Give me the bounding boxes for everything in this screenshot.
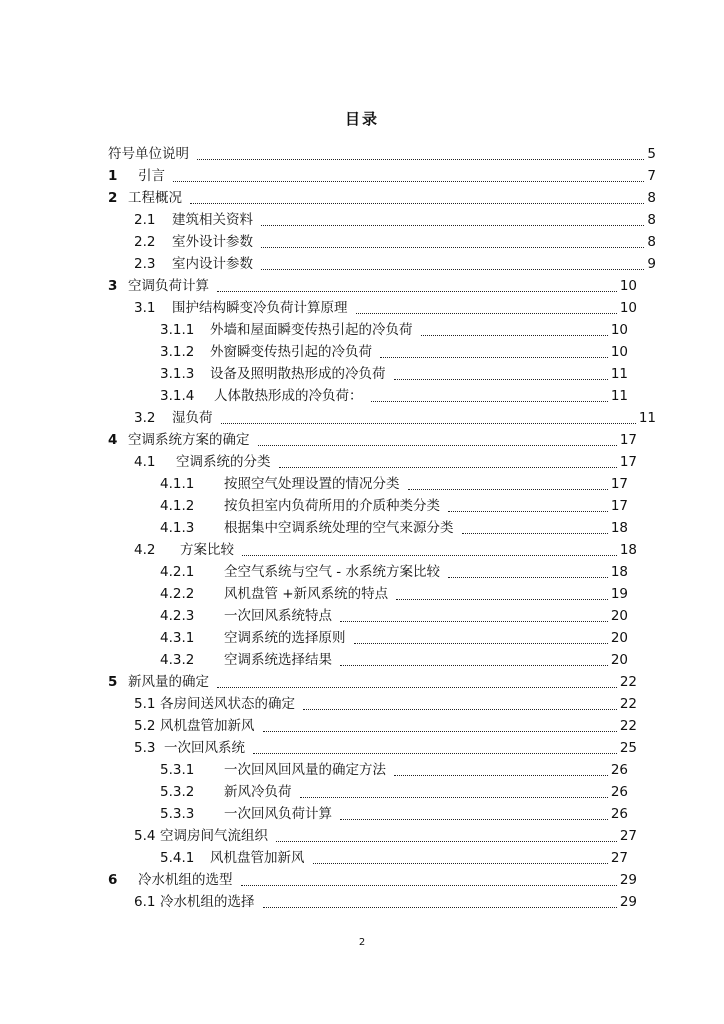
toc-entry[interactable] [134,230,656,250]
toc-entry-page: 11 [638,410,656,426]
toc-entry-page: 18 [610,564,628,580]
toc-entry-number: 5.2 [134,718,156,734]
toc-entry-page: 10 [610,322,628,338]
toc-entry-title: 一次回风回风量的确定方法 [224,762,386,778]
toc-entry[interactable] [134,208,656,228]
toc-entry[interactable] [134,890,637,910]
toc-entry-number: 5.3 [134,740,156,756]
dot-leader [340,611,608,622]
toc-entry-title: 冷水机组的选型 [138,872,233,888]
toc-entry[interactable] [160,758,628,778]
toc-entry[interactable] [108,164,656,184]
toc-entry-title: 空调系统的选择原则 [224,630,346,646]
toc-entry-title: 湿负荷 [172,410,213,426]
dot-leader [241,875,617,886]
page-title: 目录 [344,110,379,128]
toc-entry-number: 4.1.1 [160,476,195,492]
dot-leader [340,809,608,820]
dot-leader [408,479,608,490]
toc-entry-number: 4.3.2 [160,652,195,668]
toc-entry-page: 25 [619,740,637,756]
toc-entry-title: 符号单位说明 [108,146,189,162]
toc-entry-page: 29 [619,894,637,910]
toc-entry-title: 围护结构瞬变冷负荷计算原理 [172,300,348,316]
toc-entry-title: 根据集中空调系统处理的空气来源分类 [224,520,454,536]
toc-entry[interactable] [160,384,628,404]
toc-entry-title: 工程概况 [128,190,182,206]
toc-entry-number: 2.3 [134,256,156,272]
toc-entry-page: 8 [647,212,656,228]
dot-leader [197,149,644,160]
page-number: 2 [358,937,366,948]
toc-entry-title: 各房间送风状态的确定 [160,696,295,712]
toc-entry-page: 18 [610,520,628,536]
toc-entry[interactable] [134,252,656,272]
dot-leader [340,655,608,666]
toc-entry-page: 20 [610,630,628,646]
toc-entry[interactable] [160,582,628,602]
toc-entry-number: 5.3.1 [160,762,195,778]
toc-entry-number: 5.4.1 [160,850,195,866]
toc-entry[interactable] [134,824,637,844]
toc-entry-title: 引言 [138,168,165,184]
toc-entry-page: 20 [610,652,628,668]
toc-entry[interactable] [108,670,637,690]
dot-leader [261,259,644,270]
toc-entry[interactable] [108,186,656,206]
toc-entry[interactable] [108,274,637,294]
toc-entry-page: 17 [619,454,637,470]
toc-entry-title: 室外设计参数 [172,234,253,250]
toc-entry-number: 4.2.3 [160,608,195,624]
toc-entry[interactable] [160,340,628,360]
toc-entry-page: 26 [610,762,628,778]
toc-entry-title: 人体散热形成的冷负荷： [214,388,363,404]
toc-entry-page: 8 [647,190,656,206]
toc-entry-title: 全空气系统与空气 - 水系统方案比较 [224,564,440,580]
toc-entry-title: 冷水机组的选择 [160,894,255,910]
toc-entry-number: 3.1 [134,300,156,316]
toc-entry-page: 26 [610,784,628,800]
toc-entry-title: 一次回风负荷计算 [224,806,332,822]
toc-entry[interactable] [134,538,637,558]
dot-leader [421,325,608,336]
toc-entry-number: 5 [108,674,118,690]
toc-entry-number: 2.1 [134,212,156,228]
dot-leader [242,545,617,556]
toc-entry-number: 3.1.3 [160,366,195,382]
toc-entry-page: 17 [610,476,628,492]
toc-entry-page: 11 [610,388,628,404]
toc-entry-page: 20 [610,608,628,624]
toc-entry[interactable] [160,626,628,646]
toc-entry-number: 5.3.2 [160,784,195,800]
toc-entry-title: 风机盘管加新风 [160,718,255,734]
dot-leader [354,633,608,644]
dot-leader [448,567,608,578]
toc-entry-page: 17 [619,432,637,448]
toc-entry-page: 22 [619,718,637,734]
dot-leader [313,853,608,864]
toc-entry-title: 新风冷负荷 [224,784,292,800]
toc-entry-title: 按照空气处理设置的情况分类 [224,476,400,492]
dot-leader [221,413,636,424]
dot-leader [371,391,608,402]
toc-entry[interactable] [134,450,637,470]
toc-entry[interactable] [134,296,637,316]
toc-entry[interactable] [160,802,628,822]
toc-entry-page: 10 [619,300,637,316]
toc-entry-page: 10 [619,278,637,294]
toc-entry[interactable] [160,560,628,580]
toc-entry-title: 风机盘管加新风 [210,850,305,866]
toc-entry-page: 22 [619,696,637,712]
toc-entry[interactable] [134,714,637,734]
dot-leader [258,435,617,446]
toc-entry-number: 4.2.2 [160,586,195,602]
dot-leader [448,501,608,512]
toc-entry-title: 空调负荷计算 [128,278,209,294]
toc-entry-page: 10 [610,344,628,360]
toc-entry-number: 6.1 [134,894,156,910]
toc-entry-number: 3.2 [134,410,156,426]
toc-entry-number: 5.3.3 [160,806,195,822]
toc-entry-page: 8 [647,234,656,250]
toc-entry-title: 空调系统方案的确定 [128,432,250,448]
dot-leader [356,303,617,314]
toc-entry-number: 2 [108,190,118,206]
toc-entry-page: 9 [647,256,656,272]
toc-entry-number: 5.4 [134,828,156,844]
toc-entry-title: 风机盘管 +新风系统的特点 [224,586,389,602]
toc-entry-number: 4.1.3 [160,520,195,536]
toc-entry-number: 1 [108,168,118,184]
toc-entry-number: 4 [108,432,118,448]
toc-entry-page: 7 [647,168,656,184]
dot-leader [394,369,608,380]
dot-leader [396,589,608,600]
toc-entry[interactable] [160,362,628,382]
dot-leader [300,787,608,798]
toc-entry-title: 建筑相关资料 [172,212,253,228]
toc-entry-page: 19 [610,586,628,602]
dot-leader [276,831,617,842]
dot-leader [303,699,617,710]
toc-entry-page: 18 [619,542,637,558]
toc-entry[interactable] [134,406,656,426]
toc-entry[interactable] [108,142,656,162]
dot-leader [380,347,608,358]
toc-entry-title: 设备及照明散热形成的冷负荷 [210,366,386,382]
toc-entry-number: 4.2 [134,542,156,558]
toc-entry[interactable] [160,604,628,624]
dot-leader [217,677,617,688]
toc-entry-title: 按负担室内负荷所用的介质种类分类 [224,498,440,514]
toc-entry[interactable] [134,736,637,756]
toc-entry[interactable] [160,780,628,800]
toc-entry-number: 2.2 [134,234,156,250]
toc-entry[interactable] [160,494,628,514]
toc-entry[interactable] [108,868,637,888]
toc-entry-title: 一次回风系统特点 [224,608,332,624]
toc-entry-number: 3.1.1 [160,322,195,338]
toc-entry-page: 11 [610,366,628,382]
toc-entry-title: 新风量的确定 [128,674,209,690]
toc-entry-page: 5 [647,146,656,162]
toc-entry[interactable] [160,846,628,866]
dot-leader [190,193,644,204]
toc-entry-page: 29 [619,872,637,888]
dot-leader [394,765,608,776]
toc-entry-title: 方案比较 [180,542,234,558]
toc-entry-title: 一次回风系统 [164,740,245,756]
toc-entry-page: 27 [619,828,637,844]
toc-entry-number: 4.3.1 [160,630,195,646]
toc-entry-number: 5.1 [134,696,156,712]
toc-entry[interactable] [160,472,628,492]
toc-entry[interactable] [160,318,628,338]
toc-entry-title: 室内设计参数 [172,256,253,272]
toc-entry-title: 空调系统选择结果 [224,652,332,668]
toc-entry-page: 26 [610,806,628,822]
dot-leader [263,721,617,732]
toc-entry-number: 4.1 [134,454,156,470]
toc-entry-number: 6 [108,872,118,888]
dot-leader [263,897,617,908]
toc-entry-number: 3.1.4 [160,388,195,404]
toc-entry-number: 3 [108,278,118,294]
toc-entry-page: 22 [619,674,637,690]
toc-entry-number: 4.1.2 [160,498,195,514]
dot-leader [217,281,617,292]
dot-leader [253,743,617,754]
toc-entry-title: 空调系统的分类 [176,454,271,470]
dot-leader [173,171,644,182]
toc-entry[interactable] [108,428,637,448]
toc-entry[interactable] [160,648,628,668]
toc-entry-title: 外墙和屋面瞬变传热引起的冷负荷 [210,322,413,338]
toc-entry-page: 27 [610,850,628,866]
toc-entry-title: 空调房间气流组织 [160,828,268,844]
toc-entry-number: 3.1.2 [160,344,195,360]
dot-leader [279,457,617,468]
toc-entry-number: 4.2.1 [160,564,195,580]
toc-entry-page: 17 [610,498,628,514]
dot-leader [462,523,608,534]
toc-entry[interactable] [134,692,637,712]
toc-entry-title: 外窗瞬变传热引起的冷负荷 [210,344,372,360]
toc-entry[interactable] [160,516,628,536]
dot-leader [261,237,644,248]
dot-leader [261,215,644,226]
